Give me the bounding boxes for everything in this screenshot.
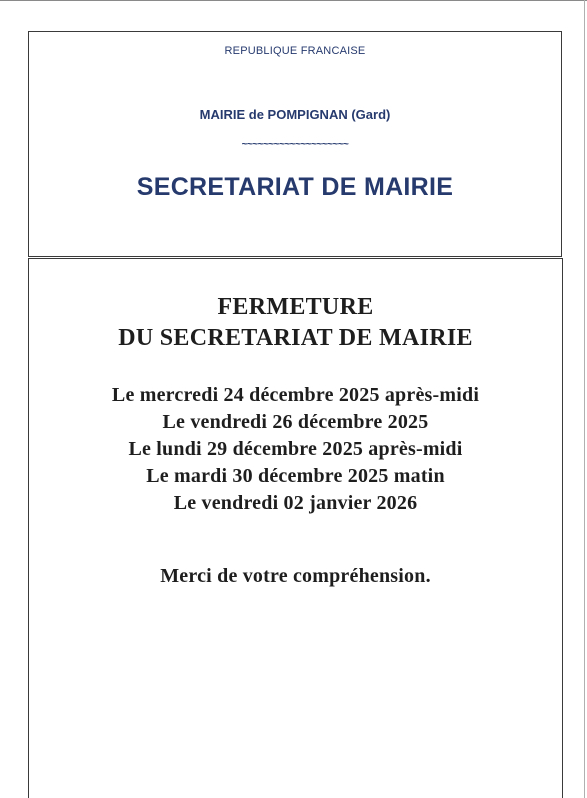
closure-title xyxy=(29,292,562,354)
republic-label: REPUBLIQUE FRANCAISE xyxy=(224,45,366,57)
closure-date: Le lundi 29 décembre 2025 après-midi xyxy=(128,438,463,460)
closure-dates-list xyxy=(29,382,562,517)
page-top-edge xyxy=(0,0,587,1)
secretariat-title: SECRETARIAT DE MAIRIE xyxy=(136,173,454,201)
header-separator: ~~~~~~~~~~~~~~~~~~~~ xyxy=(241,139,349,150)
closure-title-line-1: FERMETURE xyxy=(217,294,374,320)
closure-title-line-2: DU SECRETARIAT DE MAIRIE xyxy=(118,325,473,351)
closure-date: Le mercredi 24 décembre 2025 après-midi xyxy=(111,384,480,406)
closure-date: Le vendredi 02 janvier 2026 xyxy=(173,492,418,514)
notice-box xyxy=(28,258,563,798)
closure-date: Le mardi 30 décembre 2025 matin xyxy=(146,465,445,487)
closure-date: Le vendredi 26 décembre 2025 xyxy=(162,411,429,433)
thanks-message: Merci de votre compréhension. xyxy=(160,565,431,587)
page-right-edge xyxy=(584,0,585,798)
mairie-name: MAIRIE de POMPIGNAN (Gard) xyxy=(199,107,391,122)
header-box xyxy=(28,31,562,257)
